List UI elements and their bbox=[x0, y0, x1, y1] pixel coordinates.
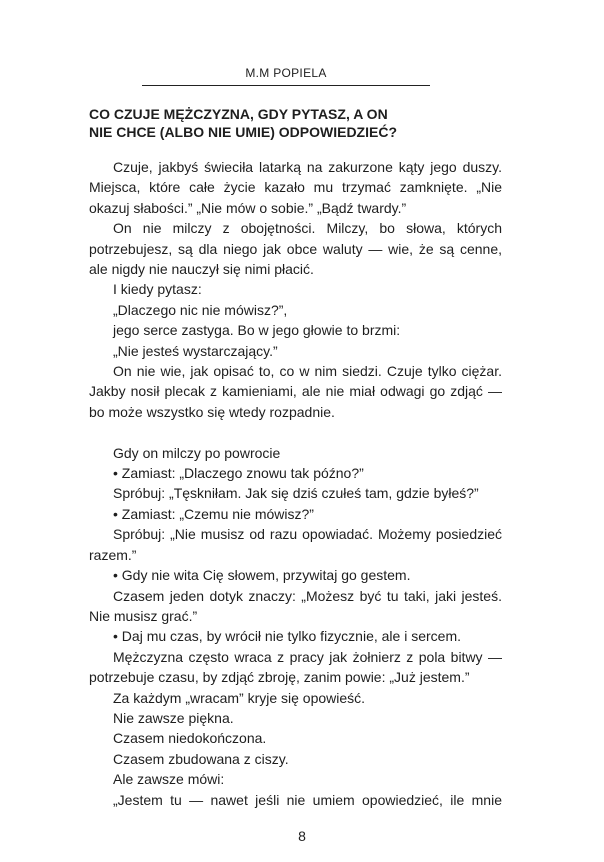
list-item: • Daj mu czas, by wrócił nie tylko fizycznie, ale i sercem. bbox=[113, 628, 462, 645]
paragraph-spacer bbox=[89, 422, 502, 442]
subheading: Gdy on milczy po powrocie bbox=[113, 444, 281, 461]
paragraph: „Jestem tu — nawet jeśli nie umiem opowiedzieć, ile mnie bbox=[113, 791, 502, 808]
paragraph: Spróbuj: „Tęskniłam. Jak się dziś czułeś tam, gdzie byłeś?” bbox=[113, 485, 479, 502]
paragraph: Za każdym „wracam” kryje się opowieść. bbox=[113, 689, 366, 706]
paragraph: I kiedy pytasz: bbox=[113, 281, 202, 298]
list-item: • Gdy nie wita Cię słowem, przywitaj go gestem. bbox=[113, 567, 411, 584]
paragraph: Ale zawsze mówi: bbox=[113, 771, 225, 788]
paragraph: „Nie jesteś wystarczający.” bbox=[113, 342, 278, 359]
page-number: 8 bbox=[298, 828, 306, 844]
paragraph: Spróbuj: „Nie musisz od razu opowiadać. Możemy posiedzieć razem.” bbox=[89, 526, 502, 563]
paragraph: Czuje, jakbyś świeciła latarką na zakurzone kąty jego duszy. Miejsca, które całe życie kazało mu trzymać zamknięte. „Nie okazuj słabości.” „Nie mów o sobie.” „Bądź twardy.” bbox=[89, 159, 502, 216]
paragraph: Czasem jeden dotyk znaczy: „Możesz być tu taki, jaki jesteś. Nie musisz grać.” bbox=[89, 587, 502, 624]
paragraph: Czasem niedokończona. bbox=[113, 730, 267, 747]
paragraph: Nie zawsze piękna. bbox=[113, 709, 234, 726]
paragraph: On nie wie, jak opisać to, co w nim siedzi. Czuje tylko ciężar. Jakby nosił plecak z kamieniami, ale nie miał odwagi go zdjąć — bo może wszystko się wtedy rozpadnie. bbox=[89, 363, 502, 420]
running-head: M.M POPIELA bbox=[142, 66, 430, 86]
paragraph: Mężczyzna często wraca z pracy jak żołnierz z pola bitwy — potrzebuje czasu, by zdjąć zbroję, zanim powie: „Już jestem.” bbox=[89, 648, 502, 686]
section-heading-line-1: CO CZUJE MĘŻCZYZNA, GDY PYTASZ, A ON bbox=[89, 106, 388, 122]
paragraph: „Dlaczego nic nie mówisz?”, bbox=[113, 301, 288, 318]
body-text bbox=[89, 157, 502, 810]
paragraph: On nie milczy z obojętności. Milczy, bo słowa, których potrzebujesz, są dla niego jak obce waluty — wie, że są cenne, ale nigdy nie nauczył się nimi płacić. bbox=[89, 220, 502, 278]
paragraph: jego serce zastyga. Bo w jego głowie to brzmi: bbox=[113, 322, 401, 339]
list-item: • Zamiast: „Dlaczego znowu tak późno?” bbox=[113, 465, 364, 482]
paragraph: Czasem zbudowana z ciszy. bbox=[113, 750, 289, 767]
list-item: • Zamiast: „Czemu nie mówisz?” bbox=[113, 505, 314, 522]
section-heading bbox=[89, 105, 529, 141]
section-heading-line-2: NIE CHCE (ALBO NIE UMIE) ODPOWIEDZIEĆ? bbox=[89, 124, 397, 140]
